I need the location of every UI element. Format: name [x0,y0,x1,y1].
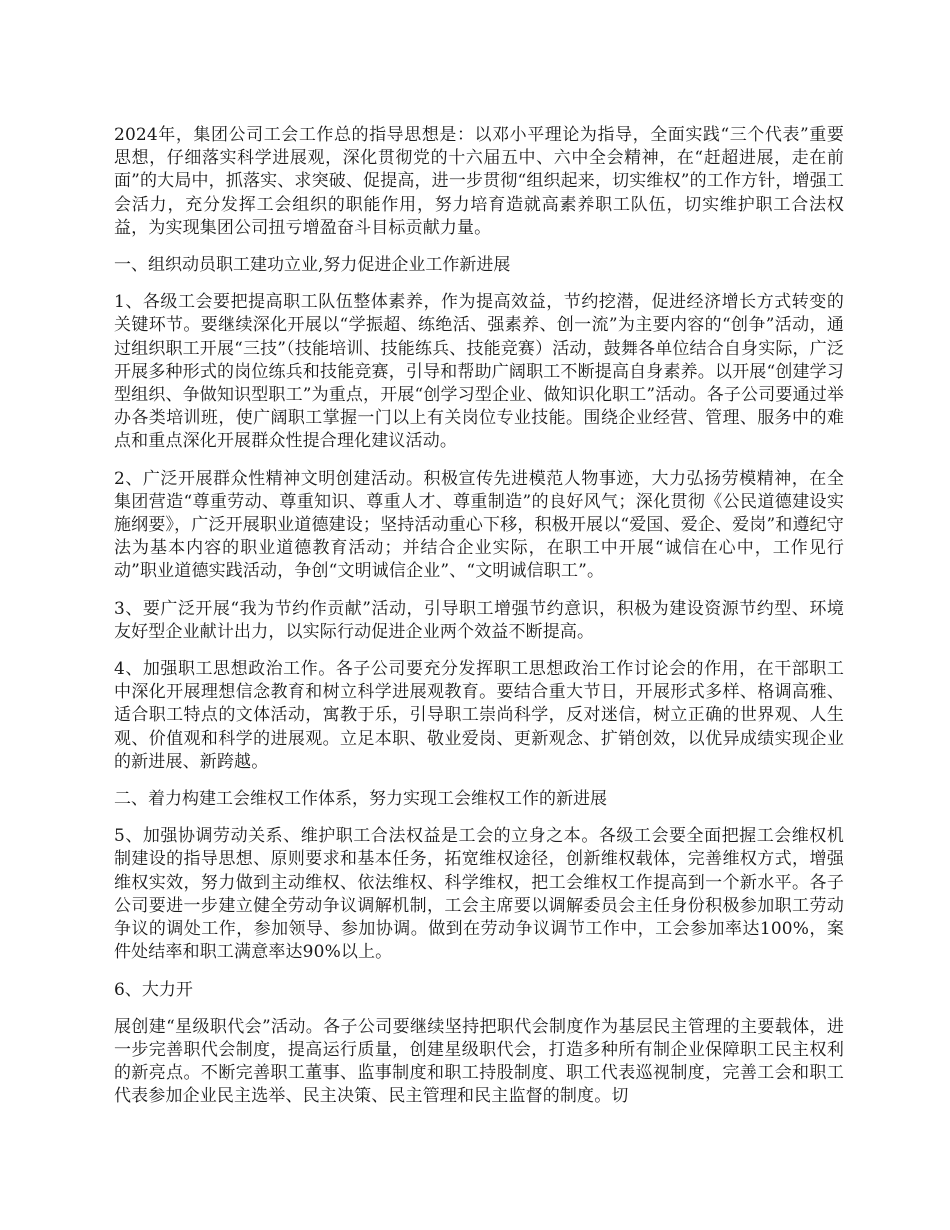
paragraph-5: 5、加强协调劳动关系、维护职工合法权益是工会的立身之本。各级工会要全面把握工会维权机制建设的指导思想、原则要求和基本任务，拓宽维权途径，创新维权载体，完善维权方式，增强维权实效，努力做到主动维权、依法维权、科学维权，把工会维权工作提高到一个新水平。各子公司要进一步建立健全劳动争议调解机制，工会主席要以调解委员会主任身份积极参加职工劳动争议的调处工作，参加领导、参加协调。做到在劳动争议调节工作中，工会参加率达100%，案件处结率和职工满意率达90%以上。 [114,826,844,963]
intro-paragraph: 2024年，集团公司工会工作总的指导思想是：以邓小平理论为指导，全面实践“三个代表”重要思想，仔细落实科学进展观，深化贯彻党的十六届五中、六中全会精神，在“赶超进展，走在前面”的大局中，抓落实、求突破、促提高，进一步贯彻“组织起来，切实维权”的工作方针，增强工会活力，充分发挥工会组织的职能作用，努力培育造就高素养职工队伍，切实维护职工合法权益，为实现集团公司扭亏增盈奋斗目标贡献力量。 [114,125,844,238]
paragraph-4: 4、加强职工思想政治工作。各子公司要充分发挥职工思想政治工作讨论会的作用，在干部职工中深化开展理想信念教育和树立科学进展观教育。要结合重大节日，开展形式多样、格调高雅、适合职工特点的文体活动，寓教于乐，引导职工崇尚科学，反对迷信，树立正确的世界观、人生观、价值观和科学的进展观。立足本职、敬业爱岗、更新观念、扩销创效，以优异成绩实现企业的新进展、新跨越。 [114,659,844,772]
section-1-heading: 一、组织动员职工建功立业,努力促进企业工作新进展 [114,255,511,276]
paragraph-6-heading: 6、大力开 [114,979,193,1000]
paragraph-2: 2、广泛开展群众性精神文明创建活动。积极宣传先进模范人物事迹，大力弘扬劳模精神，在全集团营造“尊重劳动、尊重知识、尊重人才、尊重制造”的良好风气；深化贯彻《公民道德建设实施纲要》，广泛开展职业道德建设；坚持活动重心下移，积极开展以“爱国、爱企、爱岗”和遵纪守法为基本内容的职业道德教育活动；并结合企业实际，在职工中开展“诚信在心中，工作见行动”职业道德实践活动，争创“文明诚信企业”、“文明诚信职工”。 [114,468,844,582]
paragraph-6: 展创建“星级职代会”活动。各子公司要继续坚持把职代会制度作为基层民主管理的主要载体，进一步完善职代会制度，提高运行质量，创建星级职代会，打造多种所有制企业保障职工民主权利的新亮点。不断完善职工董事、监事制度和职工持股制度、职工代表巡视制度，完善工会和职工代表参加企业民主选举、民主决策、民主管理和民主监督的制度。切 [114,1016,844,1107]
document-page [114,124,844,1123]
paragraph-1: 1、各级工会要把提高职工队伍整体素养，作为提高效益，节约挖潜，促进经济增长方式转变的关键环节。要继续深化开展以“学振超、练绝活、强素养、创一流”为主要内容的“创争”活动，通过组织职工开展“三技”（技能培训、技能练兵、技能竞赛）活动，鼓舞各单位结合自身实际，广泛开展多种形式的岗位练兵和技能竞赛，引导和帮助广阔职工不断提高自身素养。以开展“创建学习型组织、争做知识型职工”为重点，开展“创学习型企业、做知识化职工”活动。各子公司要通过举办各类培训班，使广阔职工掌握一门以上有关岗位专业技能。围绕企业经营、管理、服务中的难点和重点深化开展群众性提合理化建议活动。 [114,292,844,452]
paragraph-3: 3、要广泛开展“我为节约作贡献”活动，引导职工增强节约意识，积极为建设资源节约型、环境友好型企业献计出力，以实际行动促进企业两个效益不断提高。 [114,598,844,642]
section-2-heading: 二、着力构建工会维权工作体系，努力实现工会维权工作的新进展 [114,789,607,810]
